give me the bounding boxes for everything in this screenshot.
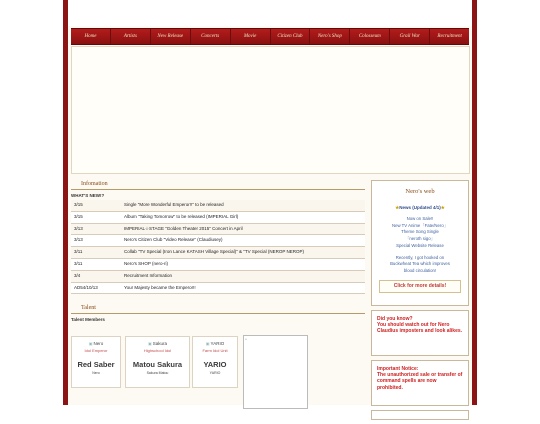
nav-item-citizen-club[interactable]: Citizen Club: [271, 29, 311, 44]
web-text-line: Buckwheat Tea which improves: [390, 261, 450, 267]
news-link[interactable]: Single "More Wonderful Emperor!!" to be released: [124, 202, 224, 207]
talent-group: Farm Idol Unit: [202, 348, 228, 354]
talent-card-yario[interactable]: [192, 336, 238, 388]
tea-note[interactable]: [372, 255, 468, 275]
news-row[interactable]: [71, 200, 365, 212]
talent-image-placeholder[interactable]: ▣ YARIO: [193, 339, 237, 348]
news-link[interactable]: Recruitment Information: [124, 272, 173, 278]
web-text-line: Theme Song Single: [401, 229, 439, 235]
next-panel: [371, 410, 469, 420]
sale-announcement[interactable]: [372, 216, 468, 250]
nav-item-home[interactable]: Home: [71, 29, 111, 44]
important-notice-title: Important Notice:: [377, 366, 419, 372]
did-you-know-text: You should watch out for Nero Claudius imposters and look alikes.: [377, 322, 463, 335]
news-row[interactable]: [71, 247, 365, 259]
neros-web-panel: [371, 180, 469, 306]
talent-group: Highschool Idol: [143, 348, 172, 354]
news-link[interactable]: IMPERIAL☆STAGE "Golden Theater 2015" Concert in April: [124, 225, 243, 231]
news-date: 3/4: [74, 272, 81, 278]
web-text-line: blood circulation!: [403, 267, 437, 273]
talent-image-placeholder[interactable]: ▣ Nero: [72, 339, 120, 348]
news-row[interactable]: [71, 259, 365, 271]
news-date: AD54/10/13: [74, 284, 98, 290]
broken-image-placeholder: [243, 335, 308, 409]
talent-subname: Nero: [92, 371, 100, 376]
web-text-line: New TV Anime「Fate/Nero」: [391, 222, 449, 228]
news-row[interactable]: [71, 235, 365, 247]
nav-item-artists[interactable]: Artists: [111, 29, 151, 44]
more-details-button[interactable]: Click for more details!: [379, 280, 461, 293]
talent-name[interactable]: Matou Sakura: [132, 360, 183, 370]
news-date: 3/13: [74, 237, 83, 243]
news-row[interactable]: [71, 212, 365, 224]
talent-name[interactable]: YARIO: [203, 360, 227, 370]
talent-card-sakura[interactable]: [125, 336, 190, 388]
talent-subname: Sakura Matou: [146, 371, 169, 376]
news-row[interactable]: [71, 224, 365, 236]
news-link[interactable]: Your Majesty became the Emperor!!: [124, 284, 196, 290]
news-date: 3/15: [74, 202, 83, 207]
news-updated-label[interactable]: News (Updated 4/1): [399, 205, 441, 210]
main-nav: [71, 28, 469, 45]
news-link[interactable]: Nero's SHOP (nero-ri): [124, 260, 169, 266]
neros-web-title: Nero's web: [405, 188, 435, 195]
nav-item-grail-war[interactable]: Grail War: [390, 29, 430, 44]
main-column: [71, 180, 365, 406]
did-you-know-panel: [371, 310, 469, 356]
news-date: 3/13: [74, 225, 83, 231]
web-text-line: 「neroth sigo」: [405, 236, 435, 242]
did-you-know-title: Did you know?: [377, 316, 413, 322]
web-text-line: Now on Sale!!: [406, 216, 434, 221]
news-date: 3/11: [74, 249, 83, 255]
talent-members-heading: Talent Members: [71, 317, 105, 323]
important-notice-panel: [371, 360, 469, 406]
talent-group: Idol Emperor: [84, 348, 108, 354]
nav-item-movie[interactable]: Movie: [231, 29, 271, 44]
web-text-line: Recently, I got hooked on: [395, 254, 445, 260]
page-container: [68, 0, 472, 405]
news-date: 3/11: [74, 260, 83, 266]
header-area: [68, 0, 472, 26]
info-section-title: Infomation: [71, 180, 365, 190]
news-date: 3/15: [74, 213, 83, 219]
talent-image-placeholder[interactable]: ▣ Sakura: [126, 339, 189, 348]
web-text-line: Special Website Release: [396, 242, 444, 248]
news-row[interactable]: [71, 271, 365, 283]
whats-new-heading: WHAT'S NEW!?: [71, 193, 105, 198]
nav-item-concerts[interactable]: Concerts: [191, 29, 231, 44]
talent-grid: [71, 324, 365, 406]
hero-banner: [71, 46, 470, 174]
nav-item-neros-shop[interactable]: Nero's Shop: [310, 29, 350, 44]
talent-card-nero[interactable]: [71, 336, 121, 388]
talent-subname: YARIO: [209, 371, 221, 376]
nav-item-colosseum[interactable]: Colosseum: [350, 29, 390, 44]
news-row[interactable]: [71, 283, 365, 295]
news-link[interactable]: Album "Taking Tomorrow" to be released (IMPERIAL Girl): [124, 213, 239, 219]
news-link[interactable]: Collab "TV Special (Iron Lance KATASH Village Special)" & "TV Special (NEROP NEROP): [124, 249, 305, 255]
news-link[interactable]: Nero's Citizen Club "Video Release" (Claudiusey): [124, 237, 223, 243]
talent-name[interactable]: Red Saber: [77, 360, 115, 370]
broken-image-icon: ▫: [245, 337, 247, 344]
news-updated-link[interactable]: [372, 205, 468, 211]
star-icon: ★: [395, 205, 400, 210]
star-icon: ★: [440, 205, 445, 210]
talent-section-title: Talent: [71, 304, 365, 314]
sidebar: [371, 180, 469, 424]
right-frame-border: [472, 0, 477, 405]
nav-item-recruitment[interactable]: Recruitment: [437, 34, 462, 39]
nav-item-new-release[interactable]: New Release: [151, 29, 191, 44]
important-notice-text: The unauthorized sale or transfer of command spells are now prohibited.: [377, 372, 463, 391]
news-list: [71, 200, 365, 294]
